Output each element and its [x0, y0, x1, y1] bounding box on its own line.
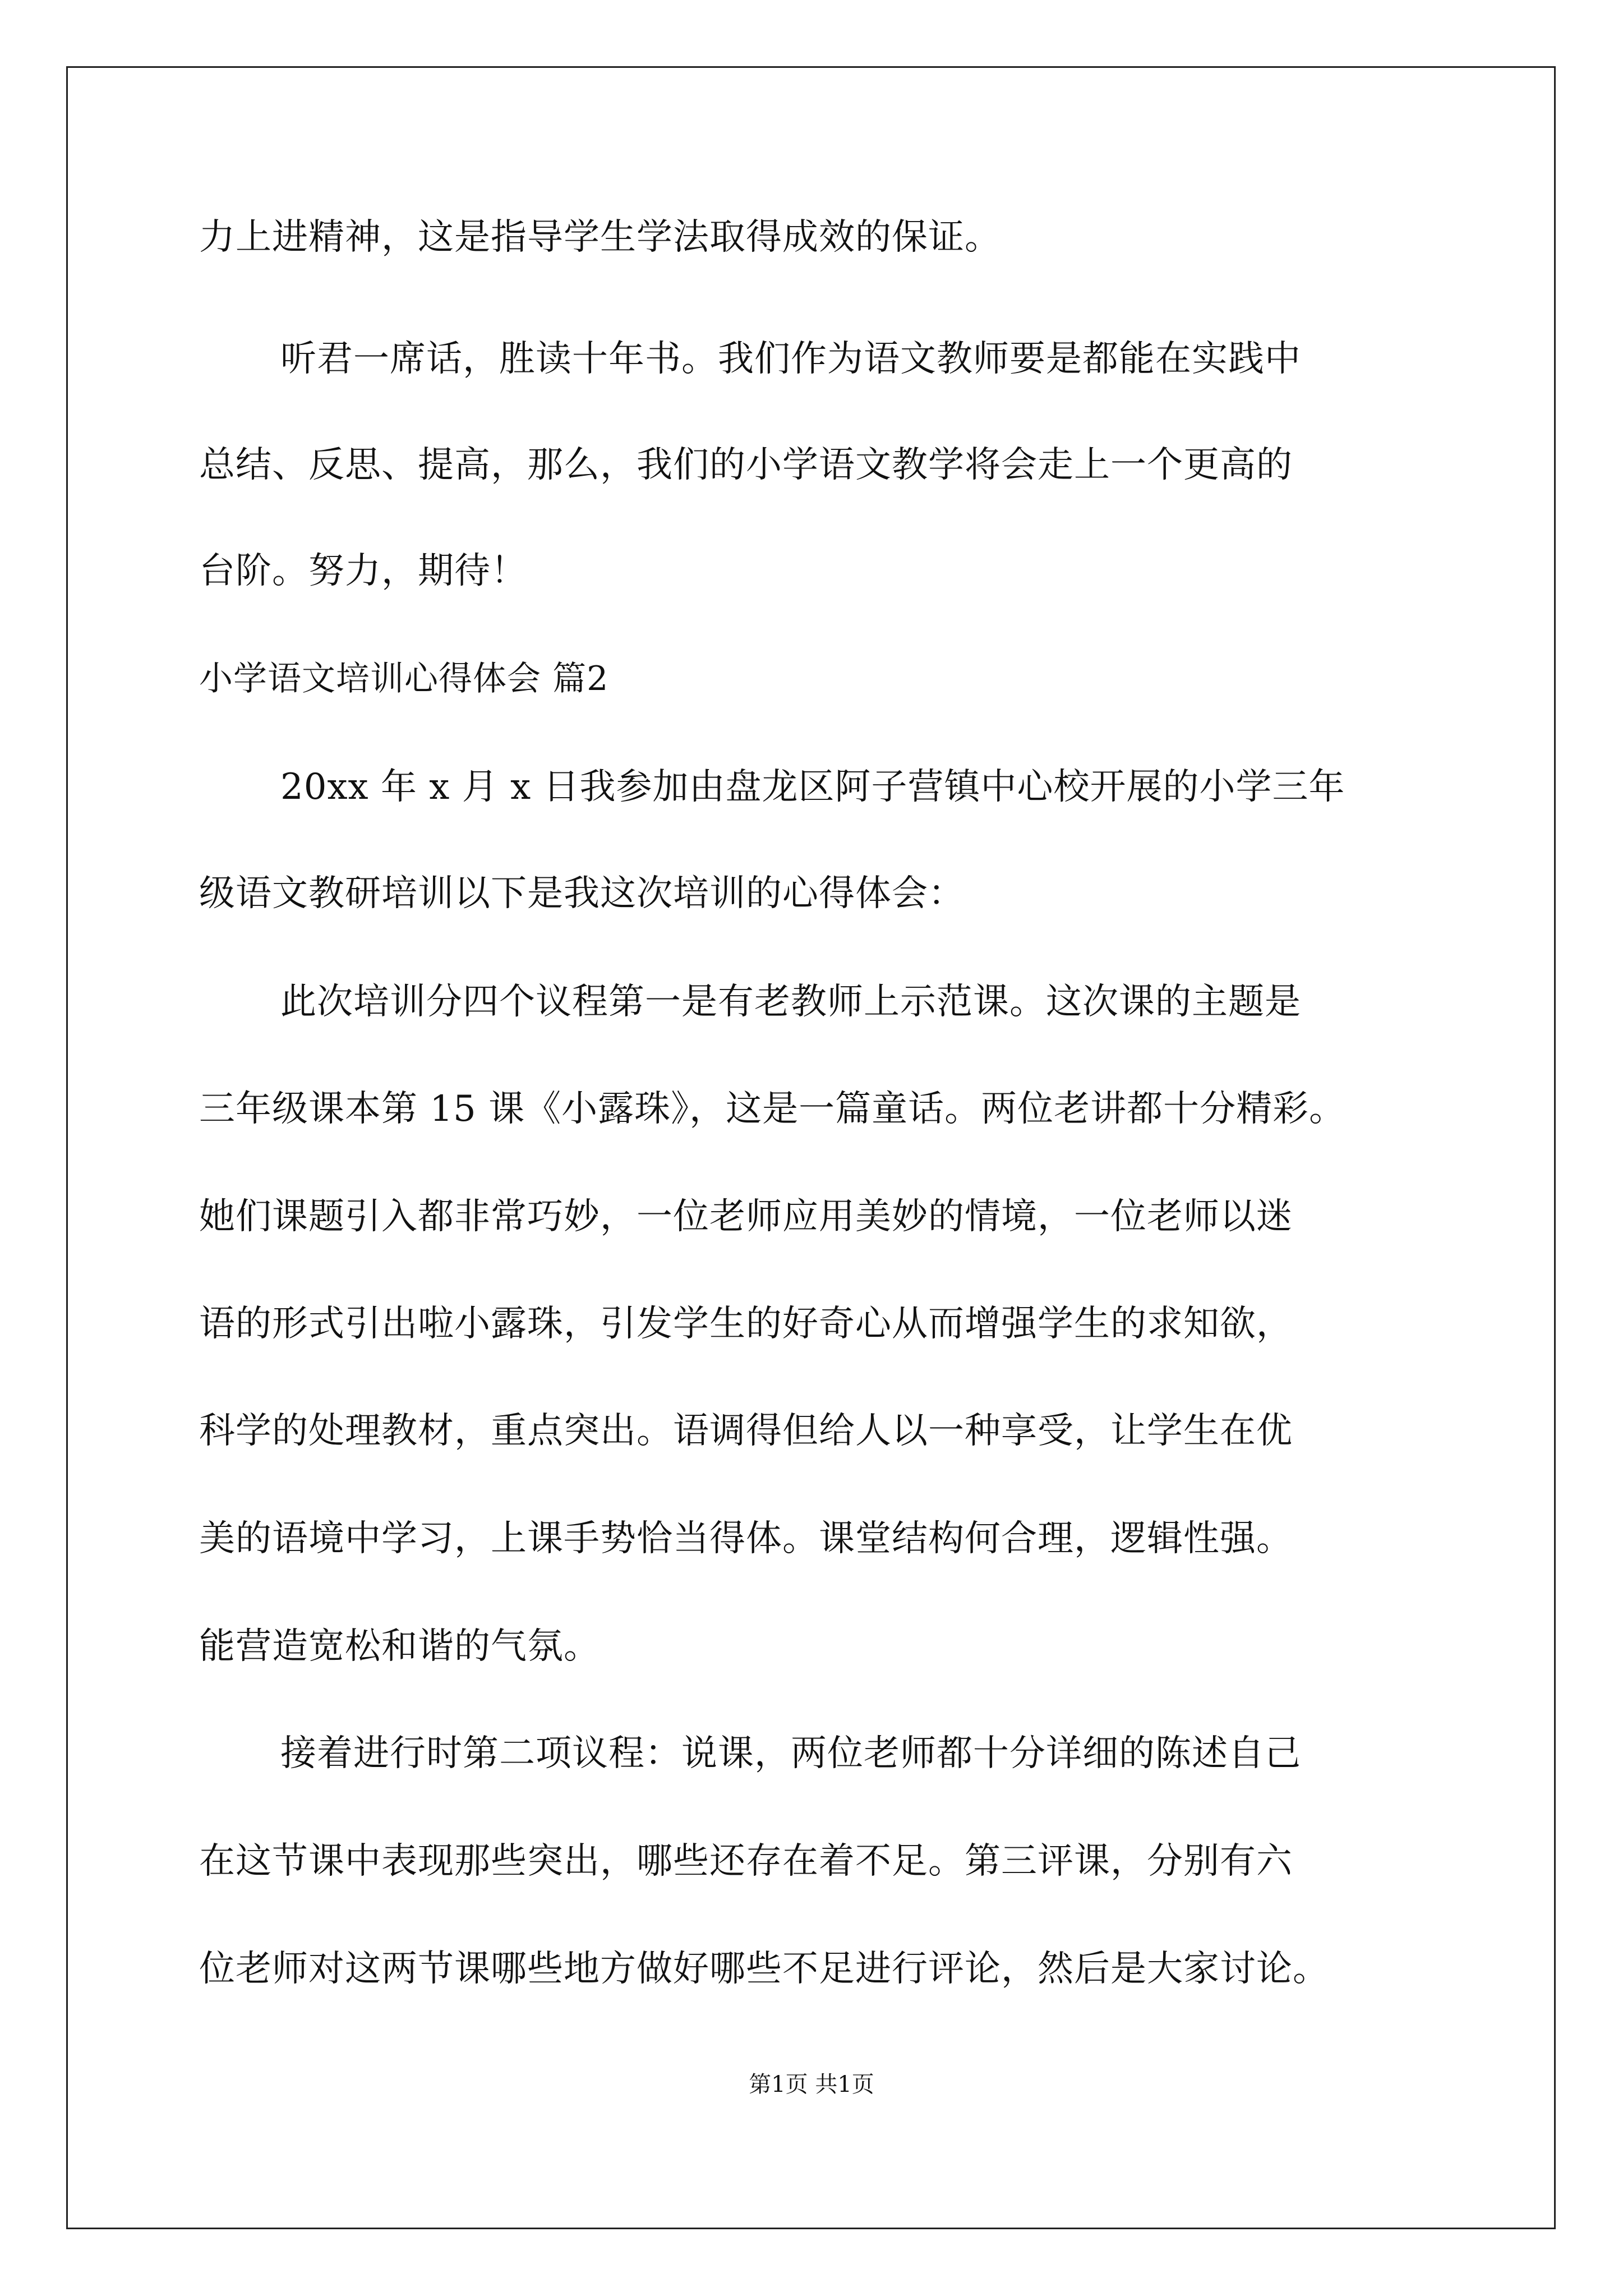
body-text-line: 级语文教研培训以下是我这次培训的心得体会：	[199, 873, 965, 914]
page-footer: 第1页 共1页	[749, 2072, 874, 2097]
body-text-line: 科学的处理教材，重点突出。语调得但给人以一种享受，让学生在优	[199, 1410, 1293, 1452]
body-text-line: 20xx 年 x 月 x 日我参加由盘龙区阿子营镇中心校开展的小学三年	[280, 766, 1345, 808]
body-text-line: 位老师对这两节课哪些地方做好哪些不足进行评论，然后是大家讨论。	[199, 1948, 1329, 1990]
body-text-line: 在这节课中表现那些突出，哪些还存在着不足。第三评课，分别有六	[199, 1841, 1293, 1882]
body-text-line: 能营造宽松和谐的气氛。	[199, 1626, 600, 1667]
body-text-line: 听君一席话，胜读十年书。我们作为语文教师要是都能在实践中	[280, 338, 1301, 380]
body-text-line: 接着进行时第二项议程：说课，两位老师都十分详细的陈述自己	[280, 1733, 1301, 1774]
page-border	[66, 66, 1556, 2229]
body-text-line: 力上进精神，这是指导学生学法取得成效的保证。	[199, 217, 1001, 258]
body-text-line: 语的形式引出啦小露珠，引发学生的好奇心从而增强学生的求知欲，	[199, 1303, 1293, 1345]
body-text-line: 三年级课本第 15 课《小露珠》，这是一篇童话。两位老讲都十分精彩。	[199, 1088, 1346, 1130]
body-text-line: 她们课题引入都非常巧妙，一位老师应用美妙的情境，一位老师以迷	[199, 1196, 1293, 1237]
body-text-line: 美的语境中学习，上课手势恰当得体。课堂结构何合理，逻辑性强。	[199, 1518, 1293, 1559]
body-text-line: 此次培训分四个议程第一是有老教师上示范课。这次课的主题是	[280, 981, 1301, 1023]
body-text-line: 总结、反思、提高，那么，我们的小学语文教学将会走上一个更高的	[199, 444, 1293, 486]
body-text-line: 台阶。努力，期待！	[199, 550, 527, 592]
section-heading: 小学语文培训心得体会 篇2	[199, 659, 609, 698]
